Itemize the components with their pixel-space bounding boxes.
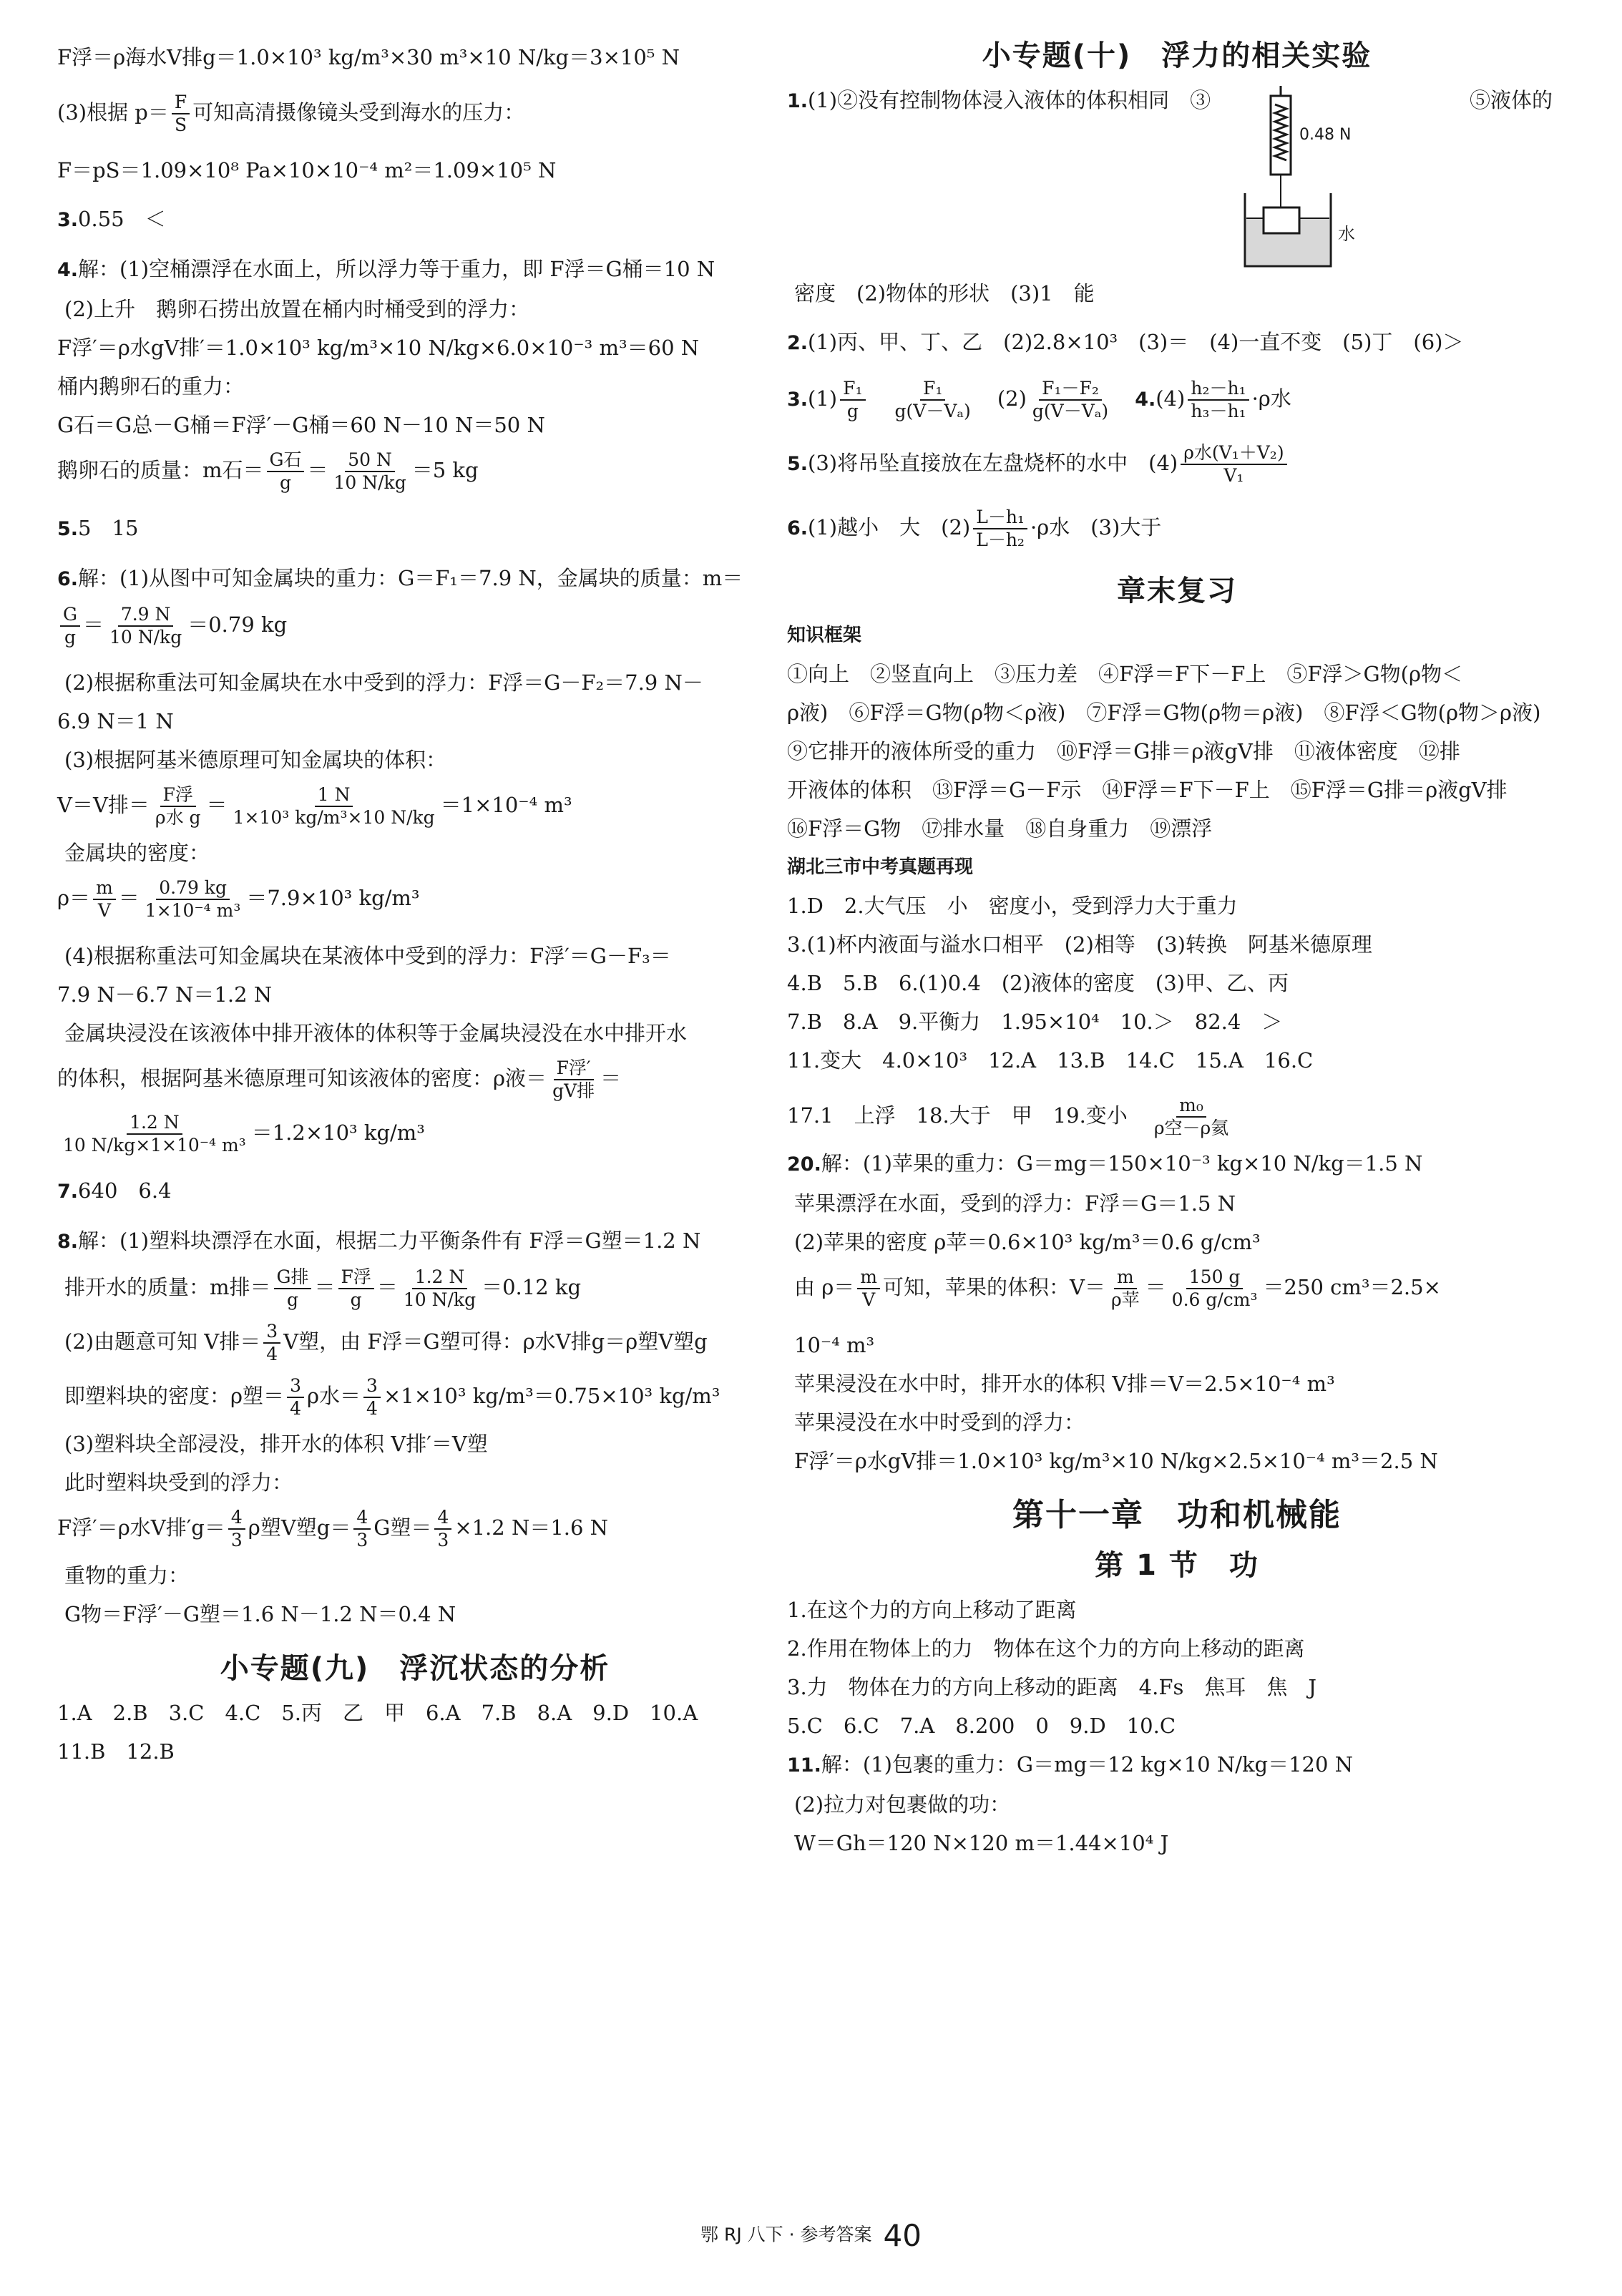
answer-line: ①向上 ②竖直向上 ③压力差 ④F浮＝F下－F上 ⑤F浮＞G物(ρ物＜ <box>787 662 1463 686</box>
answer-line: 1.A 2.B 3.C 4.C 5.丙 乙 甲 6.A 7.B 8.A 9.D 10.A <box>57 1701 698 1725</box>
answer-line: 1.在这个力的方向上移动了距离 <box>787 1598 1077 1622</box>
question-7: 7.640 6.4 <box>57 1178 172 1203</box>
question-6: 6.解：(1)从图中可知金属块的重力：G＝F₁＝7.9 N，金属块的质量：m＝ <box>57 566 743 590</box>
answer-line: 此时塑料块受到的浮力： <box>64 1470 293 1495</box>
spring-scale-beaker-figure <box>1238 86 1367 272</box>
answer-line: (2)根据称重法可知金属块在水中受到的浮力：F浮＝G－F₂＝7.9 N－ <box>64 670 703 695</box>
question-3: 3.0.55 ＜ <box>57 207 166 231</box>
page-footer <box>0 2218 1622 2253</box>
answer-line: 10⁻⁴ m³ <box>794 1333 875 1357</box>
question-3-4: 3.(1) $\frac{\text{F₁}}{g}$ $\frac{\text{F₁}}{\text{g(V－Vₐ)}}$ (2) $\frac{\text{F₁－F₂}}{\text{g(V－Vₐ)}}$ 4.(4) $\frac{\text{h₂－h₁}}{\text{h₃－h₁}}$ ·ρ水 <box>787 378 1291 421</box>
answer-line: 排开水的质量：m排＝ $\frac{\text{G排}}{g}$ ＝ $\frac{\text{F浮}}{g}$ ＝ $\frac{1.2 N}{10 N/kg}$ ＝0.12 kg <box>64 1266 582 1310</box>
question-5: 5.5 15 <box>57 516 139 540</box>
answer-line: $\frac{1.2 N}{\text{10 N/kg×1×10⁻⁴ m³}}$ ＝1.2×10³ kg/m³ <box>63 1112 425 1156</box>
answer-line: $\frac{G}{g}$ ＝ $\frac{7.9 N}{10 N/kg}$ ＝0.79 kg <box>57 604 773 648</box>
answer-line: ρ液) ⑥F浮＝G物(ρ物＜ρ液) ⑦F浮＝G物(ρ物＝ρ液) ⑧F浮＜G物(ρ物＞ρ液) <box>787 700 1541 725</box>
question-4: 4.解：(1)空桶漂浮在水面上，所以浮力等于重力，即 F浮＝G桶＝10 N <box>57 257 715 281</box>
question-11: 11.解：(1)包裹的重力：G＝mg＝12 kg×10 N/kg＝120 N <box>787 1752 1354 1777</box>
subheading-exam-review: 湖北三市中考真题再现 <box>787 856 974 878</box>
question-5: 5.(3)将吊坠直接放在左盘烧杯的水中 (4) $\frac{\text{ρ水(V₁＋V₂)}}{\text{V₁}}$ <box>787 442 1567 487</box>
answer-line: 即塑料块的密度：ρ塑＝ $\frac{3}{4}$ ρ水＝ $\frac{3}{4}$ ×1×10³ kg/m³＝0.75×10³ kg/m³ <box>64 1375 720 1419</box>
question-2: 2.(1)丙、甲、丁、乙 (2)2.8×10³ (3)＝ (4)一直不变 (5)丁 (6)＞ <box>787 330 1464 354</box>
answer-line: (3)根据 p＝ $\frac{F}{S}$ 可知高清摄像镜头受到海水的压力： <box>57 92 525 135</box>
answer-line: 由 ρ＝ $\frac{m}{V}$ 可知，苹果的体积：V＝ $\frac{m}{\text{ρ苹}}$ ＝ $\frac{150 g}{\text{0.6 g/cm³}}$ ＝250 cm³＝2.5× <box>794 1266 1441 1310</box>
answer-line: 4.B 5.B 6.(1)0.4 (2)液体的密度 (3)甲、乙、丙 <box>787 971 1289 995</box>
answer-line: 金属块浸没在该液体中排开液体的体积等于金属块浸没在水中排开水 <box>64 1021 688 1045</box>
question-8: 8.解：(1)塑料块漂浮在水面，根据二力平衡条件有 F浮＝G塑＝1.2 N <box>57 1228 701 1253</box>
answer-line: (2)苹果的密度 ρ苹＝0.6×10³ kg/m³＝0.6 g/cm³ <box>794 1230 1261 1254</box>
answer-line: 3.(1)杯内液面与溢水口相平 (2)相等 (3)转换 阿基米德原理 <box>787 932 1372 957</box>
answer-line: (2)拉力对包裹做的功： <box>794 1792 1011 1817</box>
section-title-topic-9: 小专题(九) 浮沉状态的分析 <box>220 1652 610 1685</box>
answer-line: 苹果浸没在水中时受到的浮力： <box>794 1410 1085 1435</box>
question-20: 20.解：(1)苹果的重力：G＝mg＝150×10⁻³ kg×10 N/kg＝1.5 N <box>787 1151 1423 1176</box>
answer-line: 5.C 6.C 7.A 8.200 0 9.D 10.C <box>787 1714 1176 1738</box>
answer-line: 3.力 物体在力的方向上移动的距离 4.Fs 焦耳 焦 J <box>787 1675 1316 1699</box>
section-title-topic-10: 小专题(十) 浮力的相关实验 <box>982 39 1372 72</box>
footer-text: 鄂 RJ 八下 · 参考答案 <box>700 2224 872 2245</box>
answer-line: 11.B 12.B <box>57 1739 175 1764</box>
answer-line: G物＝F浮′－G塑＝1.6 N－1.2 N＝0.4 N <box>64 1602 456 1626</box>
answer-line: F浮′＝ρ水gV排＝1.0×10³ kg/m³×10 N/kg×2.5×10⁻⁴ m³＝2.5 N <box>794 1449 1438 1473</box>
answer-line: (2)由题意可知 V排＝ $\frac{3}{4}$ V塑，由 F浮＝G塑可得：ρ水V排g＝ρ塑V塑g <box>64 1321 708 1364</box>
section-title-chapter-review: 章末复习 <box>1117 575 1237 607</box>
right-column <box>787 39 1567 1857</box>
answer-line: 重物的重力： <box>64 1563 190 1588</box>
chapter-title: 第十一章 功和机械能 <box>1012 1497 1342 1533</box>
answer-line: F浮′＝ρ水V排′g＝ $\frac{4}{3}$ ρ塑V塑g＝ $\frac{4}{3}$ G塑＝ $\frac{4}{3}$ ×1.2 N＝1.6 N <box>57 1507 609 1550</box>
answer-line: 金属块的密度： <box>64 841 210 865</box>
water-label: 水 <box>1338 224 1355 244</box>
answer-line: W＝Gh＝120 N×120 m＝1.44×10⁴ J <box>794 1831 1169 1855</box>
answer-line: 11.变大 4.0×10³ 12.A 13.B 14.C 15.A 16.C <box>787 1048 1314 1073</box>
answer-line: 密度 (2)物体的形状 (3)1 能 <box>794 281 1095 306</box>
subheading-knowledge-framework: 知识框架 <box>787 625 862 646</box>
answer-line: 7.B 8.A 9.平衡力 1.95×10⁴ 10.＞ 82.4 ＞ <box>787 1010 1283 1034</box>
answer-line: (2)上升 鹅卵石捞出放置在桶内时桶受到的浮力： <box>64 297 530 321</box>
force-reading-label: 0.48 N <box>1299 126 1352 144</box>
answer-line: 开液体的体积 ⑬F浮＝G－F示 ⑭F浮＝F下－F上 ⑮F浮＝G排＝ρ液gV排 <box>787 778 1508 802</box>
answer-line: ⑨它排开的液体所受的重力 ⑩F浮＝G排＝ρ液gV排 ⑪液体密度 ⑫排 <box>787 739 1460 763</box>
answer-line: ⑯F浮＝G物 ⑰排水量 ⑱自身重力 ⑲漂浮 <box>787 816 1213 841</box>
answer-line: (3)塑料块全部浸没，排开水的体积 V排′＝V塑 <box>64 1432 488 1456</box>
answer-line: F＝pS＝1.09×10⁸ Pa×10×10⁻⁴ m²＝1.09×10⁵ N <box>57 158 557 182</box>
question-1-with-figure: 1.(1)②没有控制物体浸入液体的体积相同 ③ ⑤液体的 0.48 N 水 <box>787 86 1567 279</box>
answer-line: 1.D 2.大气压 小 密度小，受到浮力大于重力 <box>787 894 1238 918</box>
left-column <box>57 43 773 1766</box>
question-6: 6.(1)越小 大 (2) $\frac{\text{L－h₁}}{\text{L－h₂}}$ ·ρ水 (3)大于 <box>787 507 1162 550</box>
answer-line: G石＝G总－G桶＝F浮′－G桶＝60 N－10 N＝50 N <box>57 413 545 437</box>
section-title-lesson-1: 第 1 节 功 <box>1095 1549 1259 1582</box>
answer-line: F浮′＝ρ水gV排′＝1.0×10³ kg/m³×10 N/kg×6.0×10⁻³ m³＝60 N <box>57 336 700 360</box>
answer-line: F浮＝ρ海水V排g＝1.0×10³ kg/m³×30 m³×10 N/kg＝3×10⁵ N <box>57 45 680 69</box>
answer-line: 鹅卵石的质量：m石＝ $\frac{\text{G石}}{g}$ ＝ $\frac{50 N}{10 N/kg}$ ＝5 kg <box>57 449 479 493</box>
answer-line: 苹果浸没在水中时，排开水的体积 V排＝V＝2.5×10⁻⁴ m³ <box>794 1372 1335 1396</box>
answer-line: 苹果漂浮在水面，受到的浮力：F浮＝G＝1.5 N <box>794 1191 1236 1216</box>
answer-line: 桶内鹅卵石的重力： <box>57 374 245 399</box>
answer-line: 6.9 N＝1 N <box>57 709 174 733</box>
answer-line: ρ＝ $\frac{m}{V}$ ＝ $\frac{0.79 kg}{\text{1×10⁻⁴ m³}}$ ＝7.9×10³ kg/m³ <box>57 877 420 921</box>
answer-line: 17.1 上浮 18.大于 甲 19.变小 $\frac{\text{m₀}}{\text{ρ空－ρ氦}}$ <box>787 1095 1229 1138</box>
answer-line: 的体积，根据阿基米德原理可知该液体的密度：ρ液＝ $\frac{\text{F浮′}}{\text{gV排}}$ ＝ <box>57 1057 622 1101</box>
answer-line: 7.9 N－6.7 N＝1.2 N <box>57 982 273 1007</box>
answer-line: V＝V排＝ $\frac{\text{F浮}}{\text{ρ水 g}}$ ＝ $\frac{1 N}{\text{1×10³ kg/m³×10 N/kg}}$ ＝1×10⁻⁴ m³ <box>57 784 572 828</box>
answer-line: (4)根据称重法可知金属块在某液体中受到的浮力：F浮′＝G－F₃＝ <box>64 944 671 968</box>
page-number: 40 <box>883 2218 922 2253</box>
answer-line: (3)根据阿基米德原理可知金属块的体积： <box>64 748 447 772</box>
answer-line: 2.作用在物体上的力 物体在这个力的方向上移动的距离 <box>787 1636 1305 1661</box>
